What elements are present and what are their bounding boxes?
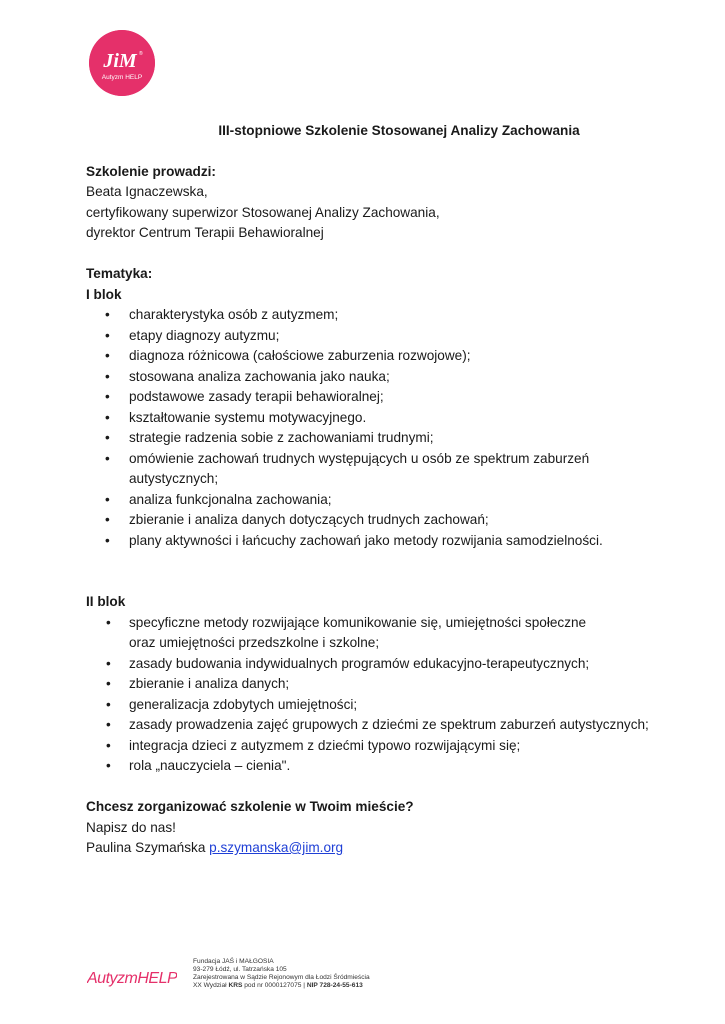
list-item: • podstawowe zasady terapii behawioralnej; [86, 387, 656, 408]
svg-text:AutyzmHELP: AutyzmHELP [87, 970, 177, 987]
svg-text:®: ® [139, 51, 143, 57]
foundation-address: 93-279 Łódź, ul. Tatrzańska 105 [193, 966, 287, 974]
document-title: III-stopniowe Szkolenie Stosowanej Analizy Zachowania [218, 123, 580, 138]
list-item: • generalizacja zdobytych umiejętności; [86, 695, 656, 716]
autyzm-help-logo [87, 962, 177, 992]
trainer-role: certyfikowany superwizor Stosowanej Analizy Zachowania, [86, 204, 440, 220]
document-body [86, 120, 656, 859]
contact-line [86, 838, 656, 859]
registration-numbers: XX Wydział KRS pod nr 0000127075 | NIP 728-24-55-613 [193, 982, 363, 990]
foundation-name: Fundacja JAŚ i MAŁGOSIA [193, 958, 274, 965]
trainer-heading: Szkolenie prowadzi: [86, 163, 216, 179]
registration-court: Zarejestrowana w Sądzie Rejonowym dla Łodzi Śródmieścia [193, 974, 370, 982]
list-item: • charakterystyka osób z autyzmem; [86, 305, 656, 326]
block1-list [86, 305, 656, 551]
list-item: • kształtowanie systemu motywacyjnego. [86, 408, 656, 429]
svg-text:JiM: JiM [103, 50, 137, 72]
list-item: • diagnoza różnicowa (całościowe zaburzenia rozwojowe); [86, 346, 656, 367]
list-item: • omówienie zachowań trudnych występujących u osób ze spektrum zaburzeń autystycznych; [86, 449, 656, 490]
trainer-name: Beata Ignaczewska, [86, 184, 208, 199]
cta-heading: Chcesz zorganizować szkolenie w Twoim mieście? [86, 799, 414, 814]
list-item: • etapy diagnozy autyzmu; [86, 326, 656, 347]
list-item: • strategie radzenia sobie z zachowaniami trudnymi; [86, 428, 656, 449]
list-item: • zbieranie i analiza danych; [86, 674, 656, 695]
topics-heading: Tematyka: [86, 266, 153, 281]
email-link[interactable]: p.szymanska@jim.org [209, 840, 344, 855]
list-item: • zbieranie i analiza danych dotyczących trudnych zachowań; [86, 510, 656, 531]
jim-logo [89, 30, 155, 96]
list-item: • plany aktywności i łańcuchy zachowań jako metody rozwijania samodzielności. [86, 531, 656, 552]
block2-list [86, 613, 656, 777]
footer [87, 958, 417, 1000]
footer-address [193, 958, 370, 990]
list-item: • integracja dzieci z autyzmem z dziećmi typowo rozwijającymi się; [86, 736, 656, 757]
block1-heading: I blok [86, 286, 122, 302]
list-item: • specyficzne metody rozwijające komunikowanie się, umiejętności społeczne oraz umiejętności przedszkolne i szkolne; [86, 613, 656, 654]
block2-heading: II blok [86, 594, 126, 609]
list-item: • stosowana analiza zachowania jako nauka; [86, 367, 656, 388]
trainer-position: dyrektor Centrum Terapii Behawioralnej [86, 225, 324, 240]
contact-name: Paulina Szymańska [86, 840, 206, 855]
list-item: • zasady prowadzenia zajęć grupowych z dziećmi ze spektrum zaburzeń autystycznych; [86, 715, 656, 736]
svg-text:Autyzm HELP: Autyzm HELP [101, 74, 143, 81]
list-item: • rola „nauczyciela – cienia". [86, 756, 656, 777]
cta-line: Napisz do nas! [86, 819, 176, 835]
list-item: • analiza funkcjonalna zachowania; [86, 490, 656, 511]
list-item: • zasady budowania indywidualnych programów edukacyjno-terapeutycznych; [86, 654, 656, 675]
